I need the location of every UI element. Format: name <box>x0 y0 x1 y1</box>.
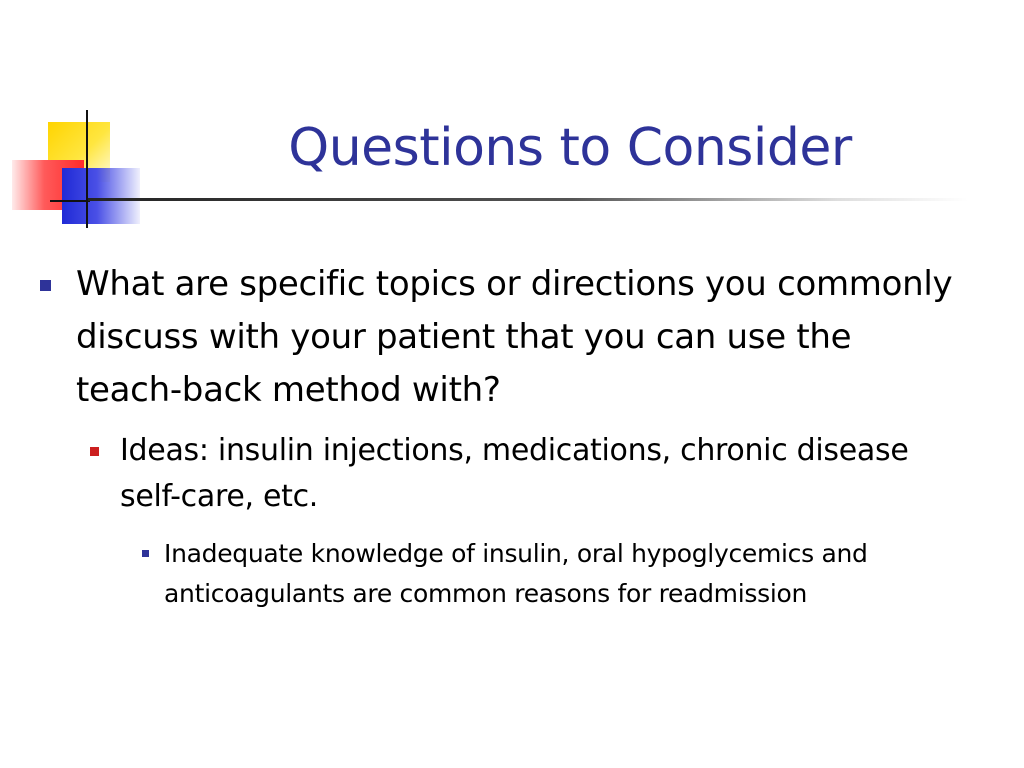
slide-title: Questions to Consider <box>288 118 852 178</box>
vertical-rule-line <box>86 110 88 228</box>
bullet-level-3 <box>164 534 924 614</box>
bullet-level-2 <box>120 428 960 520</box>
bullet-level-3-text: Inadequate knowledge of insulin, oral hypoglycemics and anticoagulants are common reasons for readmission <box>164 539 868 608</box>
square-bullet-icon <box>142 550 149 557</box>
bullet-level-2-text: Ideas: insulin injections, medications, chronic disease self-care, etc. <box>120 433 909 514</box>
slide-logo-decoration <box>0 0 160 240</box>
square-bullet-icon <box>90 447 99 456</box>
square-bullet-icon <box>40 280 51 291</box>
bullet-level-1 <box>76 258 956 417</box>
short-horizontal-rule-line <box>50 200 90 202</box>
title-underline-rule <box>88 198 968 201</box>
bullet-level-1-text: What are specific topics or directions you commonly discuss with your patient that you can use the teach-back method with? <box>76 264 953 410</box>
blue-square-shape <box>62 168 140 224</box>
